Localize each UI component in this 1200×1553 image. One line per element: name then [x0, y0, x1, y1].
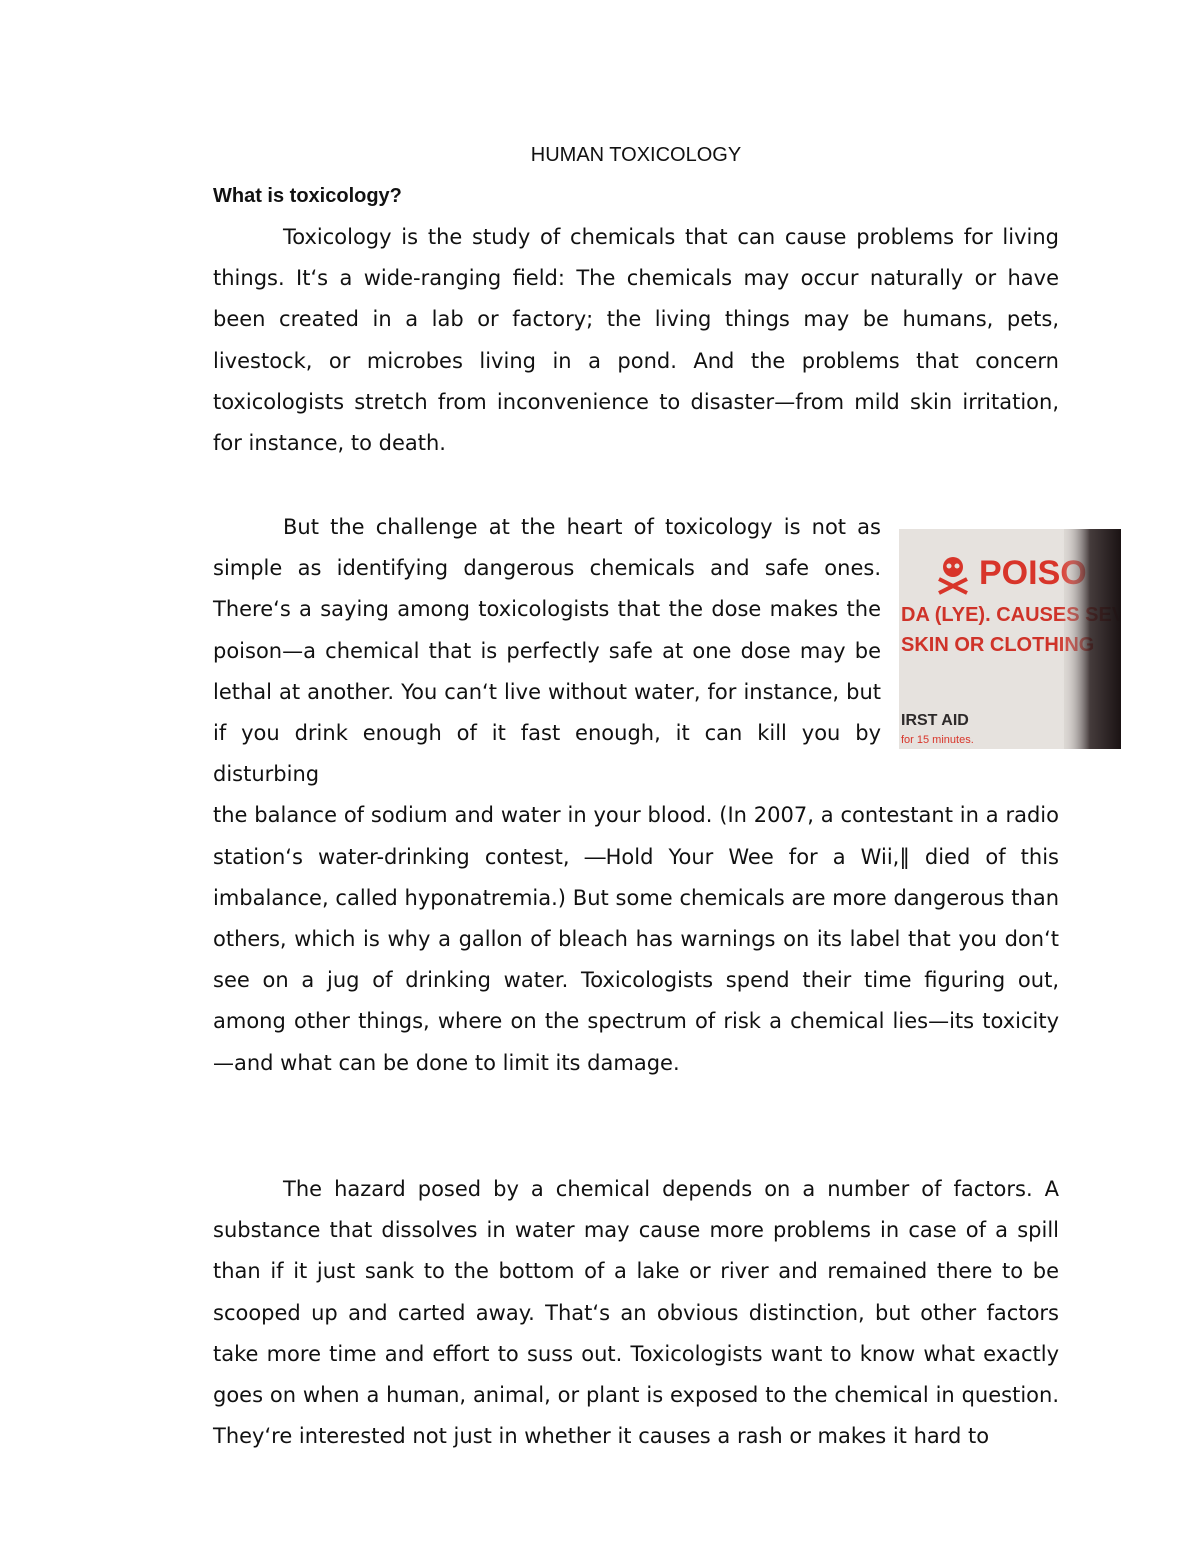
section-heading: What is toxicology? — [213, 185, 402, 207]
document-title: HUMAN TOXICOLOGY — [530, 144, 742, 166]
paragraph-3: The hazard posed by a chemical depends on a number of factors. A substance that dissolves in water may cause more problems in case of a spill than if it just sank to the bottom of a lake or river and remained there to be scooped up and carted away. That‘s an obvious distinction, but other factors take more time and effort to suss out. Toxicologists want to know what exactly goes on when a human, animal, or plant is exposed to the chemical in question. They‘re interested not just in whether it causes a rash or makes it hard to — [213, 1177, 1059, 1449]
poison-bottle-photo — [899, 529, 1121, 749]
paragraph-1: Toxicology is the study of chemicals that can cause problems for living things. It‘s a wide-ranging field: The chemicals may occur naturally or have been created in a lab or factory; the living things may be humans, pets, livestock, or microbes living in a pond. And the problems that concern toxicologists stretch from inconvenience to disaster—from mild skin irritation, for instance, to death. — [213, 225, 1059, 456]
paragraph-2-full-width-part: the balance of sodium and water in your blood. (In 2007, a contestant in a radio station‘s water-drinking contest, ―Hold Your Wee for a Wii,‖ died of this imbalance, called hyponatremia.) But some chemicals are more dangerous than others, which is why a gallon of bleach has warnings on its label that you don‘t see on a jug of drinking water. Toxicologists spend their time figuring out, among other things, where on the spectrum of risk a chemical lies—its toxicity—and what can be done to limit its damage. — [213, 803, 1059, 1075]
paragraph-2-wrapped-part: But the challenge at the heart of toxicology is not as simple as identifying dangerous chemicals and safe ones. There‘s a saying among toxicologists that the dose makes the poison—a chemical that is perfectly safe at one dose may be lethal at another. You can‘t live without water, for instance, but if you drink enough of it fast enough, it can kill you by disturbing — [213, 515, 881, 787]
